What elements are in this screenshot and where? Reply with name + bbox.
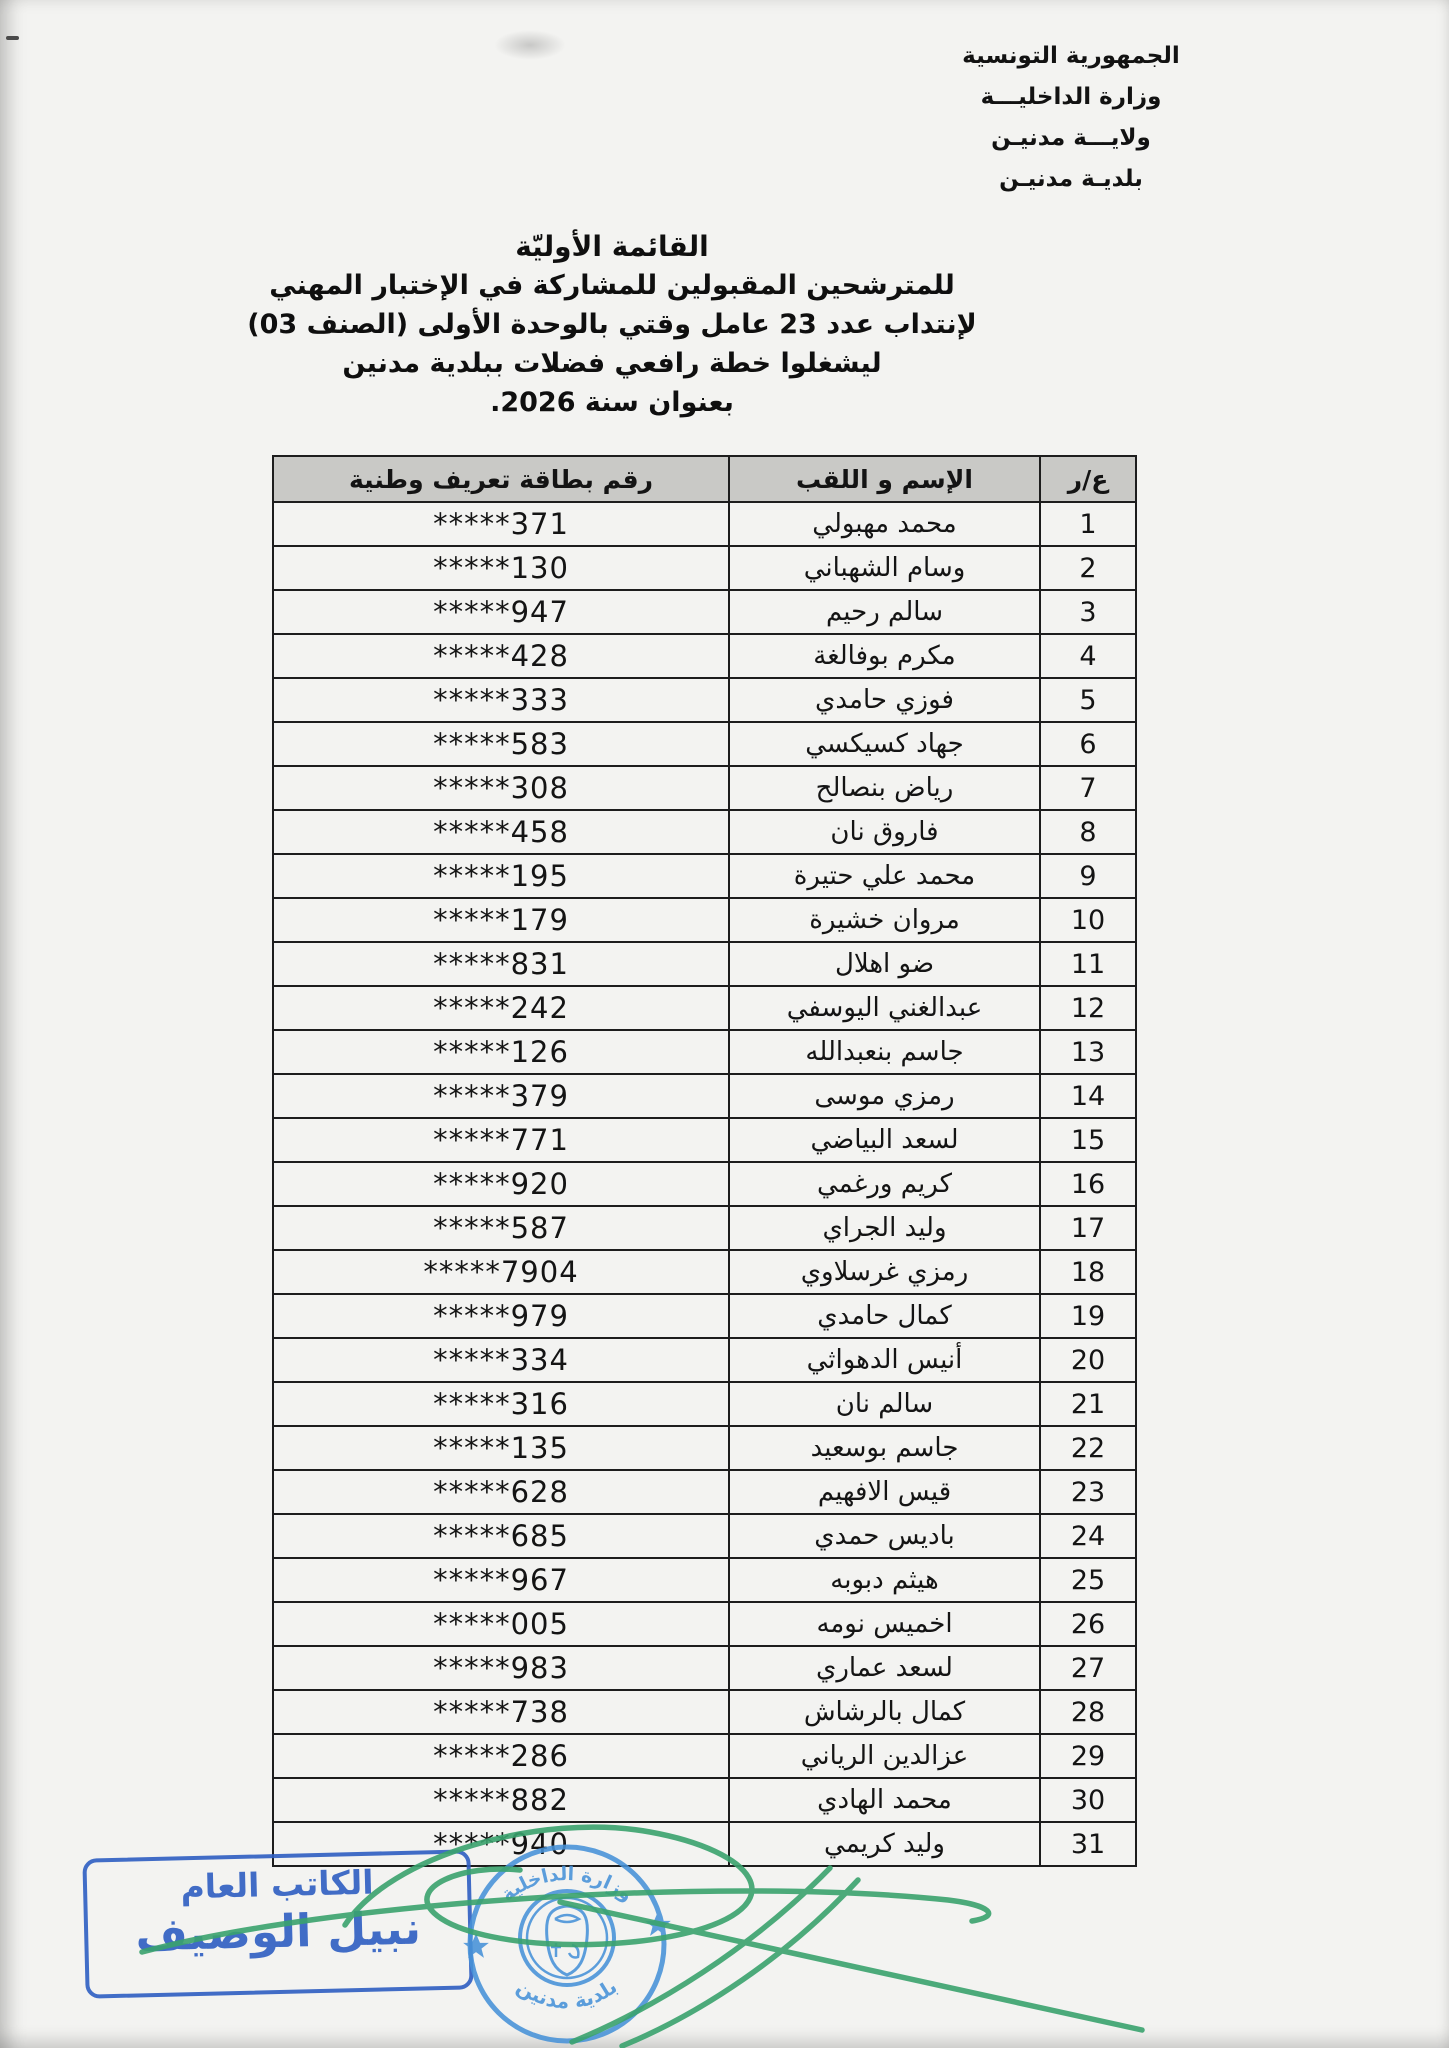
row-index-cell: 1 [1040,502,1136,546]
row-index-cell: 18 [1040,1250,1136,1294]
candidate-name-cell: لسعد عماري [729,1646,1040,1690]
row-index-cell: 20 [1040,1338,1136,1382]
gov-header-municipality: بلديـة مدنيـن [999,166,1143,192]
candidate-name-cell: سالم رحيم [729,590,1040,634]
table-row [273,898,1136,942]
id-number-cell: *****242 [273,986,729,1030]
candidate-name-cell: رياض بنصالح [729,766,1040,810]
candidate-name-cell: هيثم دبوبه [729,1558,1040,1602]
row-index-cell: 7 [1040,766,1136,810]
row-index-cell: 19 [1040,1294,1136,1338]
stamp-name: نبيل الوصيف [134,1901,422,1962]
row-index-cell: 4 [1040,634,1136,678]
row-index-cell: 29 [1040,1734,1136,1778]
title-line-4: ليشغلوا خطة رافعي فضلات ببلدية مدنين [342,348,882,379]
candidate-name-cell: فوزي حامدي [729,678,1040,722]
table-row [273,1250,1136,1294]
table-row [273,1338,1136,1382]
row-index-cell: 13 [1040,1030,1136,1074]
candidate-name-cell: باديس حمدي [729,1514,1040,1558]
id-number-cell: *****983 [273,1646,729,1690]
candidate-name-cell: وليد كريمي [729,1822,1040,1866]
id-number-cell: *****940 [273,1822,729,1866]
candidate-name-cell: وسام الشهباني [729,546,1040,590]
candidate-name-cell: جاسم بوسعيد [729,1426,1040,1470]
candidate-name-cell: جاسم بنعبدالله [729,1030,1040,1074]
table-row [273,1118,1136,1162]
id-number-cell: *****308 [273,766,729,810]
signature-stroke-diagonal-3 [622,1880,858,2046]
row-index-cell: 27 [1040,1646,1136,1690]
id-number-cell: *****195 [273,854,729,898]
id-number-cell: *****334 [273,1338,729,1382]
row-index-cell: 15 [1040,1118,1136,1162]
table-row [273,590,1136,634]
row-index-cell: 16 [1040,1162,1136,1206]
id-number-cell: *****379 [273,1074,729,1118]
row-index-cell: 6 [1040,722,1136,766]
row-index-cell: 22 [1040,1426,1136,1470]
row-index-cell: 25 [1040,1558,1136,1602]
table-row [273,1734,1136,1778]
id-number-cell: *****831 [273,942,729,986]
id-number-cell: *****738 [273,1690,729,1734]
title-line-1: القائمة الأوليّة [515,230,709,263]
id-number-cell: *****7904 [273,1250,729,1294]
document-title [192,227,1032,422]
table-row [273,1030,1136,1074]
candidate-name-cell: مكرم بوفالغة [729,634,1040,678]
row-index-cell: 30 [1040,1778,1136,1822]
id-number-cell: *****947 [273,590,729,634]
id-number-cell: *****179 [273,898,729,942]
row-index-cell: 10 [1040,898,1136,942]
scan-artifact-smudge [494,30,566,60]
row-index-cell: 3 [1040,590,1136,634]
stamp-title: الكاتب العام [180,1862,374,1907]
row-index-cell: 17 [1040,1206,1136,1250]
table-row [273,722,1136,766]
table-row [273,854,1136,898]
id-number-cell: *****371 [273,502,729,546]
signature-scribble [0,1790,1449,2048]
row-index-cell: 5 [1040,678,1136,722]
row-index-cell: 2 [1040,546,1136,590]
candidate-name-cell: أنيس الدهواثي [729,1338,1040,1382]
candidate-name-cell: فاروق نان [729,810,1040,854]
title-line-3: لإنتداب عدد 23 عامل وقتي بالوحدة الأولى (الصنف 03) [247,309,977,340]
row-index-cell: 8 [1040,810,1136,854]
gov-header-republic: الجمهورية التونسية [962,43,1180,69]
table-row [273,1602,1136,1646]
id-number-cell: *****628 [273,1470,729,1514]
candidates-table [272,455,1137,1867]
gov-header-governorate: ولايـــة مدنيـن [991,125,1151,151]
candidate-name-cell: جهاد كسيكسي [729,722,1040,766]
row-index-cell: 9 [1040,854,1136,898]
candidate-name-cell: وليد الجراي [729,1206,1040,1250]
candidate-name-cell: مروان خشيرة [729,898,1040,942]
table-row [273,1074,1136,1118]
id-number-cell: *****316 [273,1382,729,1426]
table-row [273,1646,1136,1690]
id-number-cell: *****005 [273,1602,729,1646]
candidate-name-cell: محمد الهادي [729,1778,1040,1822]
id-number-cell: *****458 [273,810,729,854]
table-row [273,1162,1136,1206]
candidate-name-cell: عبدالغني اليوسفي [729,986,1040,1030]
row-index-cell: 28 [1040,1690,1136,1734]
row-index-cell: 23 [1040,1470,1136,1514]
table-row [273,1558,1136,1602]
id-number-cell: *****583 [273,722,729,766]
table-row [273,678,1136,722]
id-number-cell: *****126 [273,1030,729,1074]
id-number-cell: *****587 [273,1206,729,1250]
id-number-cell: *****135 [273,1426,729,1470]
id-number-cell: *****685 [273,1514,729,1558]
government-header [913,36,1229,200]
id-number-cell: *****771 [273,1118,729,1162]
row-index-cell: 21 [1040,1382,1136,1426]
table-row [273,766,1136,810]
candidate-name-cell: كمال حامدي [729,1294,1040,1338]
table-row [273,546,1136,590]
seal-bottom-text: بلدية مدنين [512,1974,622,2014]
id-number-cell: *****333 [273,678,729,722]
table-row [273,1470,1136,1514]
row-index-cell: 24 [1040,1514,1136,1558]
seal-top-text: وزارة الداخلية [496,1863,638,1906]
row-index-cell: 12 [1040,986,1136,1030]
candidate-name-cell: ضو اهلال [729,942,1040,986]
table-row [273,986,1136,1030]
scan-artifact-dash [6,36,19,40]
candidates-table-body [273,502,1136,1866]
column-header-index: ع/ر [1040,456,1136,502]
candidate-name-cell: سالم نان [729,1382,1040,1426]
gov-header-ministry: وزارة الداخليـــة [980,84,1162,110]
table-row [273,810,1136,854]
candidate-name-cell: كمال بالرشاش [729,1690,1040,1734]
row-index-cell: 31 [1040,1822,1136,1866]
table-row [273,942,1136,986]
column-header-name: الإسم و اللقب [729,456,1040,502]
candidate-name-cell: اخميس نومه [729,1602,1040,1646]
table-header-row [273,456,1136,502]
candidate-name-cell: كريم ورغمي [729,1162,1040,1206]
id-number-cell: *****286 [273,1734,729,1778]
id-number-cell: *****979 [273,1294,729,1338]
row-index-cell: 14 [1040,1074,1136,1118]
candidate-name-cell: رمزي موسى [729,1074,1040,1118]
id-number-cell: *****130 [273,546,729,590]
table-row [273,1514,1136,1558]
id-number-cell: *****428 [273,634,729,678]
table-row [273,1206,1136,1250]
candidate-name-cell: محمد مهبولي [729,502,1040,546]
table-row [273,502,1136,546]
id-number-cell: *****967 [273,1558,729,1602]
id-number-cell: *****882 [273,1778,729,1822]
column-header-id: رقم بطاقة تعريف وطنية [273,456,729,502]
candidate-name-cell: لسعد البياضي [729,1118,1040,1162]
signature-stroke-diagonal-1 [560,1902,1142,2030]
signature-stroke-loop [345,1827,752,1944]
candidate-name-cell: قيس الافهيم [729,1470,1040,1514]
table-row [273,1294,1136,1338]
title-line-2: للمترشحين المقبولين للمشاركة في الإختبار المهني [269,270,955,301]
id-number-cell: *****920 [273,1162,729,1206]
row-index-cell: 26 [1040,1602,1136,1646]
table-row [273,1690,1136,1734]
table-row [273,634,1136,678]
title-line-5: بعنوان سنة 2026. [490,387,734,418]
table-row [273,1426,1136,1470]
candidate-name-cell: رمزي غرسلاوي [729,1250,1040,1294]
candidate-name-cell: عزالدين الرياني [729,1734,1040,1778]
row-index-cell: 11 [1040,942,1136,986]
candidate-name-cell: محمد علي حتيرة [729,854,1040,898]
table-row [273,1382,1136,1426]
